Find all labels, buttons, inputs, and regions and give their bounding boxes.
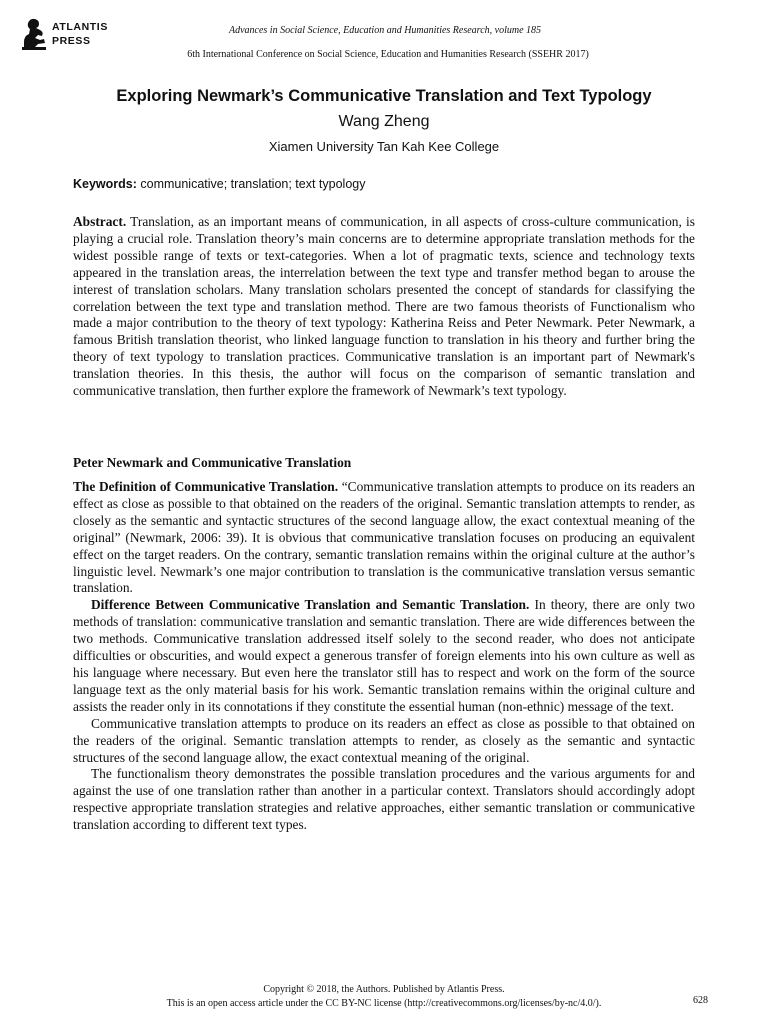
author-affiliation: Xiamen University Tan Kah Kee College — [268, 139, 500, 154]
definition-label: The Definition of Communicative Translation. — [73, 479, 339, 494]
keywords-text: communicative; translation; text typology — [136, 177, 366, 191]
section-body — [73, 479, 695, 834]
difference-text: In theory, there are only two methods of translation: communicative translation and semantic translation. There are wide differences between the two methods. Communicative translation addressed itself solely to the second reader, who does not anticipate difficulties or obscurities, and would expect a generous transfer of foreign elements into his own culture as well as his language where necessary. But even here the translator still has to respect and work on the form of the source language text as the only material basis for his work. Semantic translation remains within the original culture and assists the reader only in its connotations if they constitute the essential human (non-ethnic) message of the text. — [73, 597, 695, 714]
paragraph-definition — [73, 479, 695, 597]
definition-text: “Communicative translation attempts to produce on its readers an effect as close as possible to that obtained on the readers of the original. Semantic translation attempts to render, as closely as the semantic and syntactic structures of the second language allow, the exact contextual meaning of the original” (Newmark, 2006: 39). It is obvious that communicative translation focuses on producing an equivalent effect on the target readers. On the contrary, semantic translation remains within the original culture at the author’s linguistic level. Newmark’s one major contribution to translation is the communicative translation versus semantic translation. — [73, 479, 695, 596]
page-number: 628 — [693, 995, 708, 1006]
publisher-logo-text: ATLANTIS PRESS — [52, 21, 108, 47]
abstract — [73, 214, 695, 400]
license-notice: This is an open access article under the CC BY-NC license (http://creativecommons.org/licenses/by-nc/4.0/). — [166, 998, 602, 1009]
paper-title: Exploring Newmark’s Communicative Translation and Text Typology — [116, 87, 652, 105]
author-name: Wang Zheng — [338, 113, 430, 130]
paragraph-difference — [73, 597, 695, 715]
keywords-label: Keywords: — [73, 177, 137, 191]
keywords — [73, 177, 693, 191]
abstract-label: Abstract. — [73, 214, 127, 229]
paragraph-functionalism: The functionalism theory demonstrates the possible translation procedures and the various arguments for and against the use of one translation rather than another in a particular context. Translators should accordingly adopt respective appropriate translation strategies and relative approaches, either semantic translation or communicative translation according to different text types. — [73, 766, 695, 833]
abstract-text: Translation, as an important means of communication, in all aspects of cross-culture communication, is playing a crucial role. Translation theory’s main concerns are to determine appropriate translation methods for the widest possible range of texts or text-categories. When a lot of pragmatic texts, science and technology texts appeared in the translation areas, the interrelation between the text type and transfer method began to arouse the interest of translation scholars. Many translation scholars presented the concept of standards for classifying the correlation between the text type and translation method. There are two famous theorists of Functionalism who made a major contribution to the theory of text typology: Katherina Reiss and Peter Newmark. Peter Newmark, a famous British translation theorist, who linked language function to translation in his theory and further bring the theory of text typology to translation practices. Communicative translation is an important part of Newmark's translation theories. In this thesis, the author will focus on the comparison of semantic translation and communicative translation, then further explore the framework of Newmark’s text typology. — [73, 214, 695, 399]
difference-label: Difference Between Communicative Translation and Semantic Translation. — [91, 597, 530, 613]
paragraph-communicative: Communicative translation attempts to produce on its readers an effect as close as possible to that obtained on the readers of the original. Semantic translation attempts to render, as closely as the semantic and syntactic structures of the second language allow, the exact contextual meaning of the original. — [73, 715, 695, 765]
conference-line: 6th International Conference on Social Science, Education and Humanities Research (SSEHR 2017) — [187, 49, 589, 60]
journal-line: Advances in Social Science, Education and Humanities Research, volume 185 — [228, 25, 542, 36]
thinker-statue-icon — [18, 16, 50, 50]
copyright-notice: Copyright © 2018, the Authors. Published by Atlantis Press. — [263, 984, 505, 995]
section-heading: Peter Newmark and Communicative Translation — [73, 455, 352, 470]
